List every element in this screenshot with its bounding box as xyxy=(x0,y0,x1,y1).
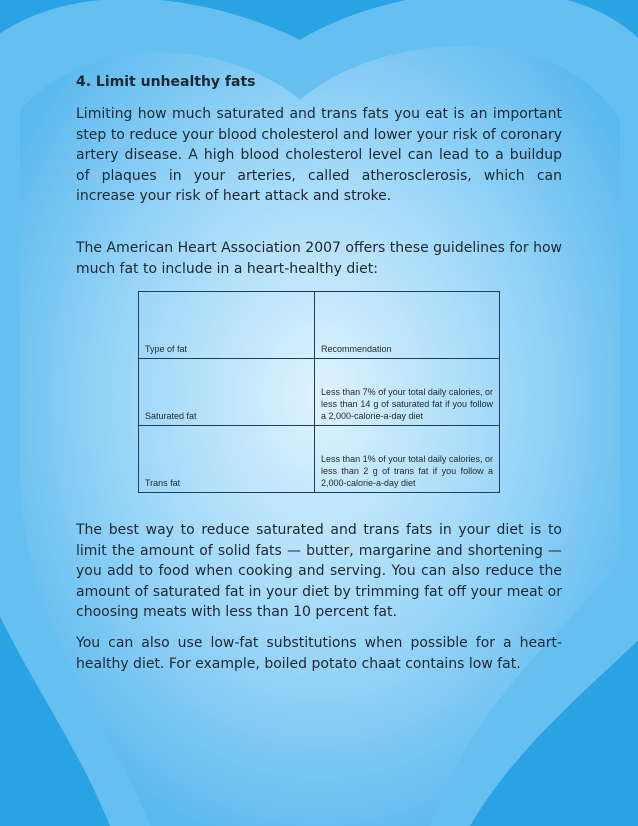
table-header-cell: Type of fat xyxy=(139,292,315,359)
reduce-fats-paragraph: The best way to reduce saturated and trans fats in your diet is to limit the amount of solid fats — butter, margarine and shortening — you add to food when cooking and serving. You can also reduce the amount of saturated fat in your diet by trimming fat off your meat or choosing meats with less than 10 percent fat. xyxy=(76,522,562,621)
table-row xyxy=(139,359,500,426)
section-heading: 4. Limit unhealthy fats xyxy=(76,74,256,90)
table-cell-recommendation: Less than 7% of your total daily calories, or less than 14 g of saturated fat if you follow a 2,000-calorie-a-day diet xyxy=(315,359,500,426)
table-cell-fat-type: Trans fat xyxy=(139,426,315,493)
table-cell-fat-type: Saturated fat xyxy=(139,359,315,426)
table-cell-recommendation: Less than 1% of your total daily calories, or less than 2 g of trans fat if you follow a 2,000-calorie-a-day diet xyxy=(315,426,500,493)
intro-paragraph: Limiting how much saturated and trans fats you eat is an important step to reduce your blood cholesterol and lower your risk of coronary artery disease. A high blood cholesterol level can lead to a buildup of plaques in your arteries, called atherosclerosis, which can increase your risk of heart attack and stroke. xyxy=(76,106,562,205)
table-row xyxy=(139,426,500,493)
guidelines-paragraph: The American Heart Association 2007 offers these guidelines for how much fat to include in a heart-healthy diet: xyxy=(76,240,562,277)
substitutions-paragraph: You can also use low-fat substitutions when possible for a heart-healthy diet. For example, boiled potato chaat contains low fat. xyxy=(76,635,562,672)
table-header-cell: Recommendation xyxy=(315,292,500,359)
fat-guidelines-table xyxy=(138,291,500,493)
table-header-row xyxy=(139,292,500,359)
